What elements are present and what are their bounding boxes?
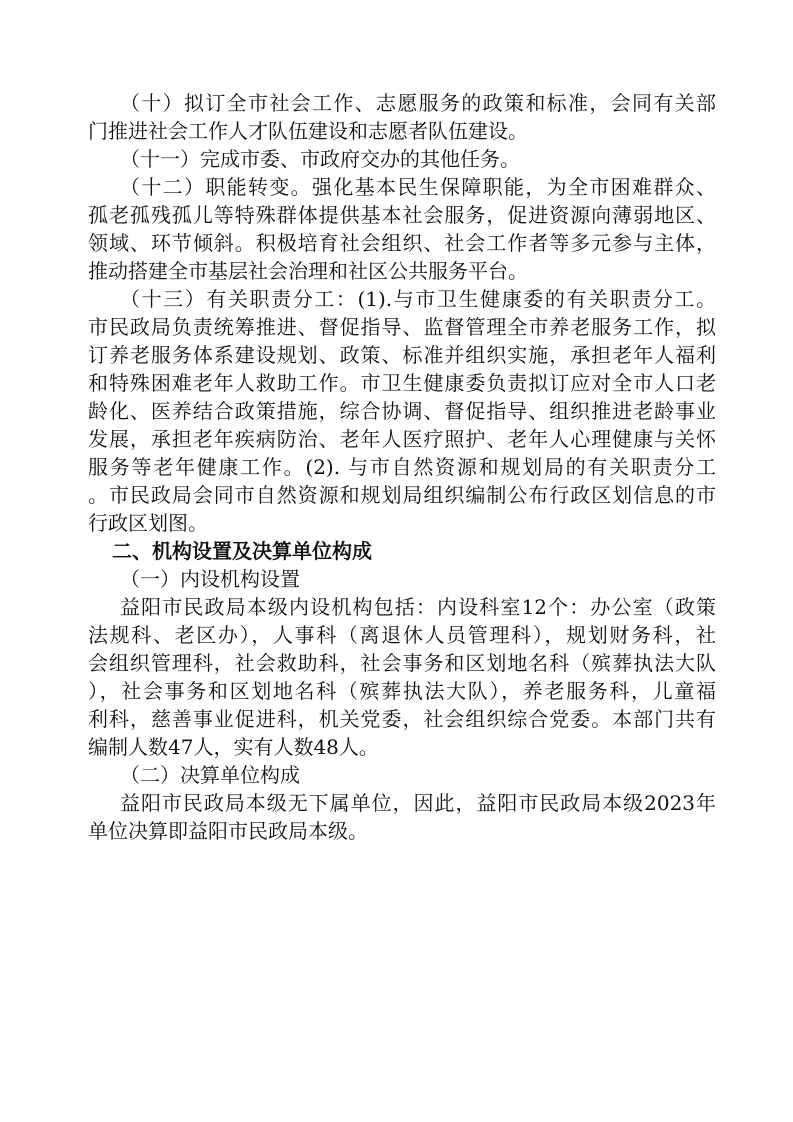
text-line: 单位决算即益阳市民政局本级。 xyxy=(88,819,368,843)
text-line: 法规科、老区办），人事科（离退休人员管理科），规划财务科，社 xyxy=(88,623,716,647)
document-body xyxy=(88,89,716,845)
text-line: 编制人数47人，实有人数48人。 xyxy=(88,735,379,759)
text-line: 门推进社会工作人才队伍建设和志愿者队伍建设。 xyxy=(88,119,528,143)
text-line: （十二）职能转变。强化基本民生保障职能，为全市困难群众、 xyxy=(120,175,716,199)
text-line: 市民政局负责统筹推进、督促指导、监督管理全市养老服务工作，拟 xyxy=(88,315,716,339)
text-line: 会组织管理科，社会救助科，社会事务和区划地名科（殡葬执法大队 xyxy=(88,651,716,675)
text-line: 发展，承担老年疾病防治、老年人医疗照护、老年人心理健康与关怀 xyxy=(88,427,716,451)
text-line: （二）决算单位构成 xyxy=(120,763,300,787)
text-line: （十）拟订全市社会工作、志愿服务的政策和标准，会同有关部 xyxy=(120,91,716,115)
text-line: 利科，慈善事业促进科，机关党委，社会组织综合党委。本部门共有 xyxy=(88,707,716,731)
text-line: 订养老服务体系建设规划、政策、标准并组织实施，承担老年人福利 xyxy=(88,343,716,367)
text-line: 孤老孤残孤儿等特殊群体提供基本社会服务，促进资源向薄弱地区、 xyxy=(88,203,716,227)
text-line: 益阳市民政局本级内设机构包括：内设科室12个：办公室（政策 xyxy=(120,595,716,619)
text-line: （十三）有关职责分工：(1).与市卫生健康委的有关职责分工。 xyxy=(120,287,716,311)
text-line: 龄化、医养结合政策措施，综合协调、督促指导、组织推进老龄事业 xyxy=(88,399,716,423)
text-line: 益阳市民政局本级无下属单位，因此，益阳市民政局本级2023年 xyxy=(120,791,716,815)
text-line: ），社会事务和区划地名科（殡葬执法大队），养老服务科，儿童福 xyxy=(88,679,716,703)
text-line: 推动搭建全市基层社会治理和社区公共服务平台。 xyxy=(88,259,528,283)
text-line: 服务等老年健康工作。(2). 与市自然资源和规划局的有关职责分工 xyxy=(88,455,716,479)
text-line: 和特殊困难老年人救助工作。市卫生健康委负责拟订应对全市人口老 xyxy=(88,371,716,395)
text-line: 行政区划图。 xyxy=(88,511,208,535)
text-line: （一）内设机构设置 xyxy=(120,567,300,591)
text-line: 领域、环节倾斜。积极培育社会组织、社会工作者等多元参与主体， xyxy=(88,231,716,255)
section-heading: 二、机构设置及决算单位构成 xyxy=(112,539,372,563)
text-line: 。市民政局会同市自然资源和规划局组织编制公布行政区划信息的市 xyxy=(88,483,716,507)
text-line: （十一）完成市委、市政府交办的其他任务。 xyxy=(120,147,520,171)
